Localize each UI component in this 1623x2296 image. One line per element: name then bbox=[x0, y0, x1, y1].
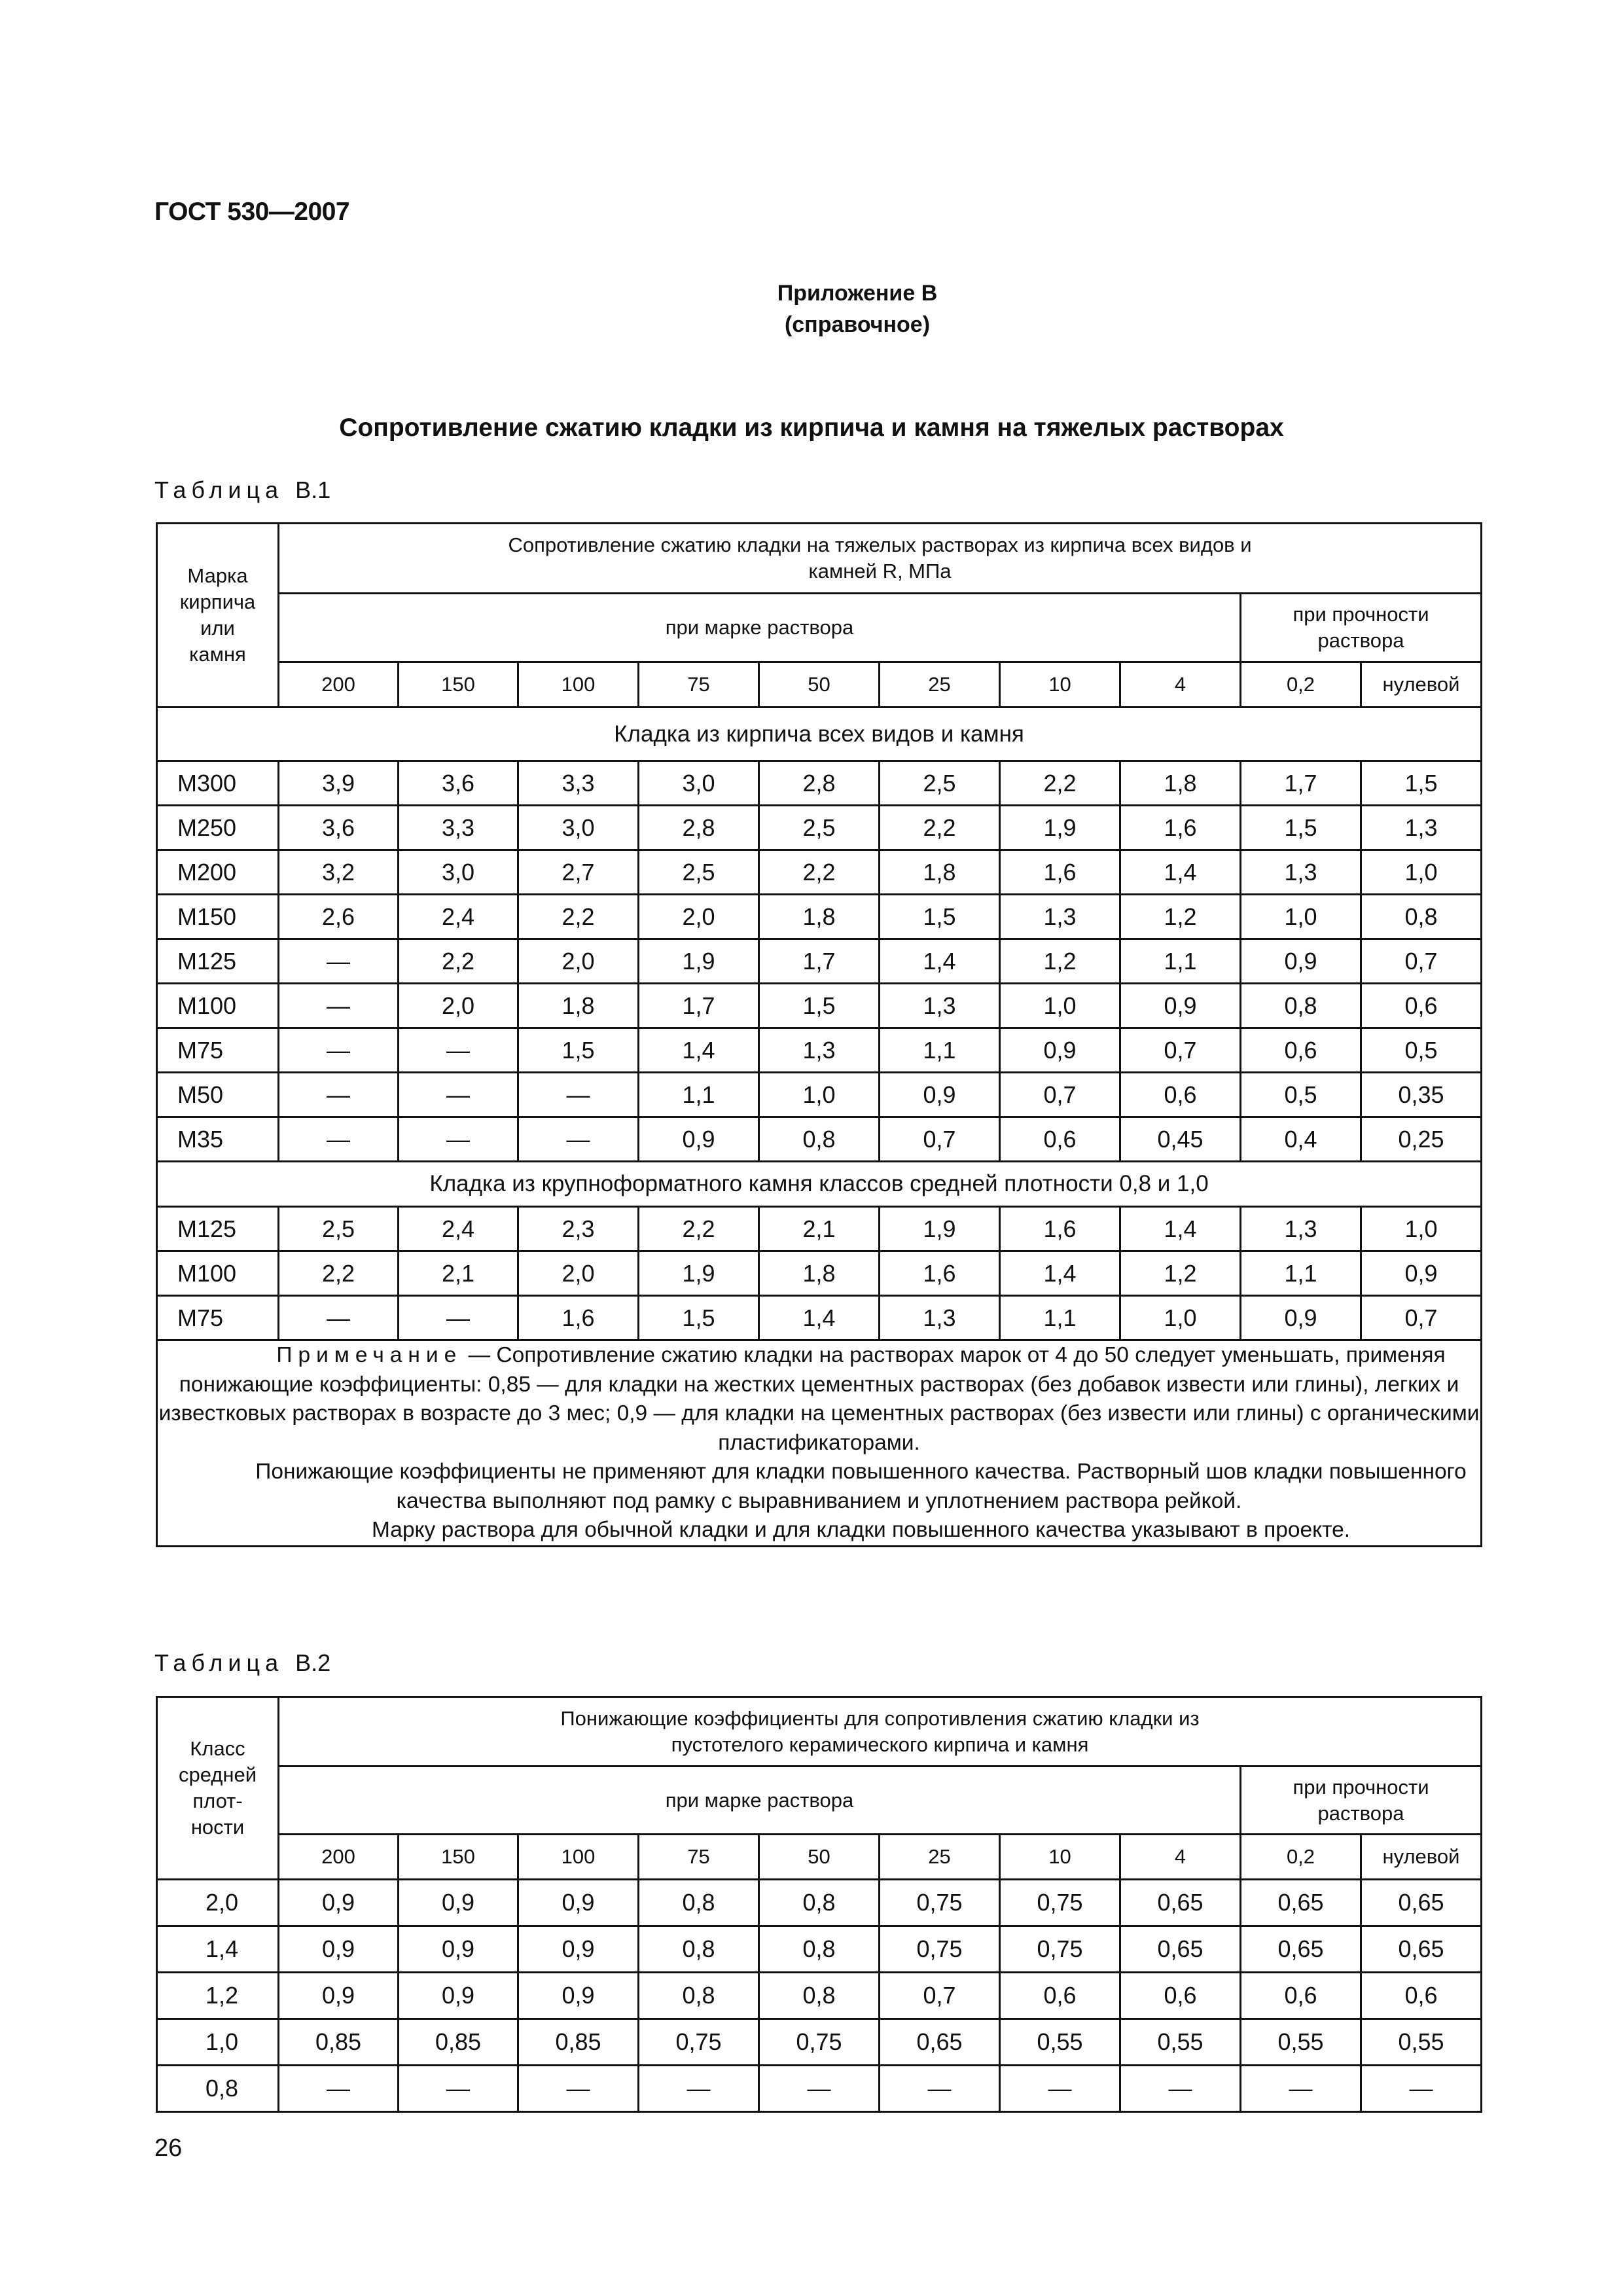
page-number: 26 bbox=[154, 2134, 183, 2162]
table-cell: — bbox=[279, 1117, 399, 1162]
table-cell: 1,4 bbox=[1120, 1207, 1241, 1251]
table-cell: 0,9 bbox=[279, 1880, 399, 1926]
table-cell: 2,2 bbox=[759, 850, 880, 895]
table2-caption-number: В.2 bbox=[295, 1649, 331, 1676]
table-cell: 0,45 bbox=[1120, 1117, 1241, 1162]
table-row bbox=[157, 1207, 1482, 1251]
table-cell: 0,75 bbox=[759, 2019, 880, 2066]
column-header: 50 bbox=[759, 1835, 880, 1880]
table-cell: 1,3 bbox=[1000, 895, 1120, 939]
column-header: 150 bbox=[399, 1835, 518, 1880]
table-cell: 0,65 bbox=[1120, 1880, 1241, 1926]
table-cell: — bbox=[399, 1296, 518, 1340]
table1-corner-header: Марка кирпича или камня bbox=[157, 524, 279, 708]
table-cell: 1,5 bbox=[639, 1296, 759, 1340]
table-cell: 0,9 bbox=[399, 1926, 518, 1973]
table-cell: 1,8 bbox=[518, 984, 639, 1028]
table-cell: 0,65 bbox=[1241, 1926, 1361, 1973]
table-cell: 1,5 bbox=[1241, 806, 1361, 850]
table-cell: 1,8 bbox=[759, 895, 880, 939]
table-cell: 0,9 bbox=[1241, 1296, 1361, 1340]
table-cell: 1,9 bbox=[639, 939, 759, 984]
table-row bbox=[157, 1073, 1482, 1117]
table-cell: — bbox=[279, 939, 399, 984]
table-cell: 0,65 bbox=[1361, 1880, 1482, 1926]
table-row bbox=[157, 1973, 1482, 2019]
table-row bbox=[157, 1028, 1482, 1073]
table-cell: 0,75 bbox=[1000, 1880, 1120, 1926]
table-cell: 2,1 bbox=[759, 1207, 880, 1251]
table-cell: 1,9 bbox=[1000, 806, 1120, 850]
document-code: ГОСТ 530—2007 bbox=[154, 198, 350, 226]
row-label: 0,8 bbox=[157, 2066, 279, 2112]
table-cell: 2,0 bbox=[639, 895, 759, 939]
table-cell: 2,6 bbox=[279, 895, 399, 939]
table-cell: 0,9 bbox=[399, 1880, 518, 1926]
table-row bbox=[157, 1880, 1482, 1926]
table-cell: — bbox=[399, 1117, 518, 1162]
table1-caption-number: В.1 bbox=[295, 476, 331, 503]
table-cell: 2,2 bbox=[1000, 761, 1120, 806]
table-cell: 2,2 bbox=[880, 806, 1000, 850]
table-cell: 0,6 bbox=[1120, 1073, 1241, 1117]
table-cell: 0,85 bbox=[279, 2019, 399, 2066]
table1-column-header-row bbox=[157, 662, 1482, 708]
table-cell: 0,6 bbox=[1241, 1028, 1361, 1073]
table-row bbox=[157, 939, 1482, 984]
table2-caption-word: Таблица bbox=[154, 1649, 284, 1676]
table-cell: 3,3 bbox=[399, 806, 518, 850]
table-cell: 0,5 bbox=[1361, 1028, 1482, 1073]
column-header: 4 bbox=[1120, 1835, 1241, 1880]
section-title-brick: Кладка из кирпича всех видов и камня bbox=[157, 708, 1482, 761]
table-cell: 2,5 bbox=[639, 850, 759, 895]
row-label: 1,2 bbox=[157, 1973, 279, 2019]
table-cell: 1,2 bbox=[1000, 939, 1120, 984]
table-cell: 1,6 bbox=[880, 1251, 1000, 1296]
table-cell: 1,2 bbox=[1120, 895, 1241, 939]
table-cell: 0,85 bbox=[399, 2019, 518, 2066]
table-cell: 2,7 bbox=[518, 850, 639, 895]
table-cell: — bbox=[279, 1028, 399, 1073]
table-cell: — bbox=[279, 984, 399, 1028]
table-cell: 0,55 bbox=[1241, 2019, 1361, 2066]
column-header: 10 bbox=[1000, 1835, 1120, 1880]
table-cell: 1,9 bbox=[639, 1251, 759, 1296]
note-paragraph: Марку раствора для обычной кладки и для кладки повышенного качества указывают в проекте. bbox=[371, 1518, 1351, 1542]
table-cell: 1,6 bbox=[1000, 1207, 1120, 1251]
table-cell: 0,9 bbox=[518, 1880, 639, 1926]
table-cell: — bbox=[399, 1028, 518, 1073]
table-cell: 2,3 bbox=[518, 1207, 639, 1251]
table-row bbox=[157, 895, 1482, 939]
column-header: 25 bbox=[880, 1835, 1000, 1880]
table-row bbox=[157, 1296, 1482, 1340]
table-cell: 2,0 bbox=[518, 939, 639, 984]
table-cell: 3,9 bbox=[279, 761, 399, 806]
column-header: 100 bbox=[518, 662, 639, 708]
table-cell: 1,6 bbox=[1000, 850, 1120, 895]
table-cell: 0,75 bbox=[1000, 1926, 1120, 1973]
table-cell: 0,6 bbox=[1361, 1973, 1482, 2019]
column-header: 150 bbox=[399, 662, 518, 708]
table-cell: 0,9 bbox=[1241, 939, 1361, 984]
table-cell: 2,2 bbox=[518, 895, 639, 939]
table-cell: 1,9 bbox=[880, 1207, 1000, 1251]
table-cell: 1,5 bbox=[1361, 761, 1482, 806]
table-cell: 0,75 bbox=[639, 2019, 759, 2066]
note-label: Примечание bbox=[276, 1343, 463, 1367]
table-cell: 1,0 bbox=[759, 1073, 880, 1117]
column-header: 50 bbox=[759, 662, 880, 708]
table-cell: 0,6 bbox=[1241, 1973, 1361, 2019]
column-header: 75 bbox=[639, 1835, 759, 1880]
table-cell: 1,0 bbox=[1361, 1207, 1482, 1251]
table-cell: 1,5 bbox=[759, 984, 880, 1028]
table1-note bbox=[157, 1340, 1482, 1547]
table-cell: 0,9 bbox=[279, 1973, 399, 2019]
table-cell: 1,6 bbox=[518, 1296, 639, 1340]
table-cell: 1,0 bbox=[1120, 1296, 1241, 1340]
table-cell: — bbox=[1000, 2066, 1120, 2112]
table-cell: 1,7 bbox=[639, 984, 759, 1028]
table-cell: 0,7 bbox=[880, 1117, 1000, 1162]
table-cell: 1,5 bbox=[518, 1028, 639, 1073]
table2-corner-header: Класс средней плот- ности bbox=[157, 1697, 279, 1880]
table-b2 bbox=[156, 1696, 1482, 2113]
table-cell: 1,7 bbox=[1241, 761, 1361, 806]
table-cell: 0,8 bbox=[759, 1117, 880, 1162]
table-cell: 0,6 bbox=[1120, 1973, 1241, 2019]
table-cell: 0,8 bbox=[639, 1926, 759, 1973]
table-cell: 1,1 bbox=[880, 1028, 1000, 1073]
table-row bbox=[157, 984, 1482, 1028]
table-cell: 0,7 bbox=[1361, 939, 1482, 984]
table-cell: 0,8 bbox=[639, 1973, 759, 2019]
table1-top-header: Сопротивление сжатию кладки на тяжелых растворах из кирпича всех видов и камней R, МПа bbox=[279, 524, 1482, 594]
table1-group-grade: при марке раствора bbox=[279, 594, 1241, 662]
table-cell: 3,6 bbox=[399, 761, 518, 806]
table-cell: — bbox=[1120, 2066, 1241, 2112]
table-cell: — bbox=[518, 2066, 639, 2112]
row-label: М100 bbox=[157, 1251, 279, 1296]
table-cell: 1,1 bbox=[1120, 939, 1241, 984]
table-cell: 1,3 bbox=[880, 1296, 1000, 1340]
appendix-heading bbox=[0, 278, 1623, 340]
row-label: М125 bbox=[157, 939, 279, 984]
column-header: 25 bbox=[880, 662, 1000, 708]
table-cell: 0,6 bbox=[1361, 984, 1482, 1028]
table-cell: 0,5 bbox=[1241, 1073, 1361, 1117]
table-cell: 0,75 bbox=[880, 1926, 1000, 1973]
table-cell: 2,4 bbox=[399, 895, 518, 939]
table-cell: 2,2 bbox=[279, 1251, 399, 1296]
table-cell: 0,8 bbox=[639, 1880, 759, 1926]
row-label: 2,0 bbox=[157, 1880, 279, 1926]
table-cell: 0,65 bbox=[1120, 1926, 1241, 1973]
table-cell: 2,2 bbox=[399, 939, 518, 984]
table-cell: 1,8 bbox=[880, 850, 1000, 895]
table2-top-header: Понижающие коэффициенты для сопротивления сжатию кладки из пустотелого керамического кирпича и камня bbox=[279, 1697, 1482, 1767]
table-cell: 0,7 bbox=[1120, 1028, 1241, 1073]
table-cell: 1,0 bbox=[1361, 850, 1482, 895]
table-cell: — bbox=[1361, 2066, 1482, 2112]
column-header: нулевой bbox=[1361, 662, 1482, 708]
table-cell: 2,1 bbox=[399, 1251, 518, 1296]
row-label: М250 bbox=[157, 806, 279, 850]
row-label: М35 bbox=[157, 1117, 279, 1162]
column-header: 0,2 bbox=[1241, 662, 1361, 708]
row-label: М75 bbox=[157, 1296, 279, 1340]
table-cell: 0,9 bbox=[1000, 1028, 1120, 1073]
table-cell: — bbox=[880, 2066, 1000, 2112]
table-cell: 0,7 bbox=[880, 1973, 1000, 2019]
row-label: 1,4 bbox=[157, 1926, 279, 1973]
table-cell: 1,7 bbox=[759, 939, 880, 984]
table-cell: — bbox=[279, 2066, 399, 2112]
table2-group-grade: при марке раствора bbox=[279, 1767, 1241, 1835]
table-cell: 3,0 bbox=[639, 761, 759, 806]
table-cell: 0,55 bbox=[1120, 2019, 1241, 2066]
table-row bbox=[157, 850, 1482, 895]
row-label: М300 bbox=[157, 761, 279, 806]
table-cell: 0,9 bbox=[518, 1926, 639, 1973]
table-cell: 3,0 bbox=[399, 850, 518, 895]
table-cell: 1,3 bbox=[1241, 1207, 1361, 1251]
table-cell: 0,6 bbox=[1000, 1973, 1120, 2019]
table-cell: 1,1 bbox=[1241, 1251, 1361, 1296]
note-paragraph: Примечание — Сопротивление сжатию кладки на растворах марок от 4 до 50 следует уменьшать, применяя понижающие коэффициенты: 0,85 — для кладки на жестких цементных растворах (без добавок извести или глины), легких и известковых растворах в возрасте до 3 мес; 0,9 — для кладки на цементных растворах (без извести или глины) с органическими пластификаторами. bbox=[158, 1343, 1480, 1455]
table-cell: 3,0 bbox=[518, 806, 639, 850]
table-cell: 0,9 bbox=[639, 1117, 759, 1162]
column-header: 75 bbox=[639, 662, 759, 708]
row-label: М150 bbox=[157, 895, 279, 939]
table-cell: 1,0 bbox=[1241, 895, 1361, 939]
table-cell: 3,2 bbox=[279, 850, 399, 895]
table-cell: 0,8 bbox=[759, 1926, 880, 1973]
table-row bbox=[157, 1117, 1482, 1162]
table-cell: — bbox=[1241, 2066, 1361, 2112]
row-label: М200 bbox=[157, 850, 279, 895]
table-cell: 0,55 bbox=[1000, 2019, 1120, 2066]
table-cell: 0,7 bbox=[1000, 1073, 1120, 1117]
table-row bbox=[157, 761, 1482, 806]
table-cell: 2,8 bbox=[639, 806, 759, 850]
table-cell: 0,9 bbox=[1120, 984, 1241, 1028]
table-cell: 2,0 bbox=[518, 1251, 639, 1296]
table-cell: 1,8 bbox=[1120, 761, 1241, 806]
table2-column-header-row bbox=[157, 1835, 1482, 1880]
table-cell: — bbox=[399, 1073, 518, 1117]
table-cell: 0,65 bbox=[1241, 1880, 1361, 1926]
table-cell: 0,9 bbox=[399, 1973, 518, 2019]
table-cell: — bbox=[279, 1296, 399, 1340]
table-cell: 1,2 bbox=[1120, 1251, 1241, 1296]
table-cell: 1,5 bbox=[880, 895, 1000, 939]
appendix-title: Приложение В bbox=[777, 281, 938, 306]
table-cell: 1,1 bbox=[639, 1073, 759, 1117]
table-cell: 0,7 bbox=[1361, 1296, 1482, 1340]
table-cell: 1,6 bbox=[1120, 806, 1241, 850]
table-row bbox=[157, 2066, 1482, 2112]
row-label: М125 bbox=[157, 1207, 279, 1251]
table-row bbox=[157, 2019, 1482, 2066]
table-cell: 2,5 bbox=[279, 1207, 399, 1251]
table-row bbox=[157, 1251, 1482, 1296]
table-row bbox=[157, 806, 1482, 850]
column-header: 4 bbox=[1120, 662, 1241, 708]
section-title-large-stone: Кладка из крупноформатного камня классов средней плотности 0,8 и 1,0 bbox=[157, 1162, 1482, 1207]
column-header: 200 bbox=[279, 662, 399, 708]
table-cell: 0,9 bbox=[518, 1973, 639, 2019]
table-cell: 0,25 bbox=[1361, 1117, 1482, 1162]
row-label: 1,0 bbox=[157, 2019, 279, 2066]
table-cell: 0,75 bbox=[880, 1880, 1000, 1926]
table1-caption bbox=[154, 476, 330, 504]
table-cell: 2,2 bbox=[639, 1207, 759, 1251]
table-cell: — bbox=[518, 1073, 639, 1117]
table-cell: 0,9 bbox=[1361, 1251, 1482, 1296]
table-cell: 0,85 bbox=[518, 2019, 639, 2066]
column-header: 0,2 bbox=[1241, 1835, 1361, 1880]
table-cell: 1,3 bbox=[759, 1028, 880, 1073]
row-label: М100 bbox=[157, 984, 279, 1028]
table-cell: 1,8 bbox=[759, 1251, 880, 1296]
table-cell: 0,65 bbox=[1361, 1926, 1482, 1973]
table-cell: 0,9 bbox=[279, 1926, 399, 1973]
table-cell: 1,4 bbox=[880, 939, 1000, 984]
table-cell: — bbox=[518, 1117, 639, 1162]
table1-group-strength: при прочности раствора bbox=[1241, 594, 1482, 662]
table-cell: 0,35 bbox=[1361, 1073, 1482, 1117]
table-cell: 0,4 bbox=[1241, 1117, 1361, 1162]
table-cell: 0,8 bbox=[1241, 984, 1361, 1028]
table1-caption-word: Таблица bbox=[154, 476, 284, 503]
table-cell: 0,8 bbox=[759, 1973, 880, 2019]
row-label: М50 bbox=[157, 1073, 279, 1117]
table-cell: 0,8 bbox=[759, 1880, 880, 1926]
table-cell: 1,1 bbox=[1000, 1296, 1120, 1340]
table-cell: 1,4 bbox=[1120, 850, 1241, 895]
table-row bbox=[157, 1926, 1482, 1973]
row-label: М75 bbox=[157, 1028, 279, 1073]
table-cell: 3,6 bbox=[279, 806, 399, 850]
table-cell: 1,4 bbox=[639, 1028, 759, 1073]
table-cell: 1,4 bbox=[759, 1296, 880, 1340]
column-header: нулевой bbox=[1361, 1835, 1482, 1880]
page-title: Сопротивление сжатию кладки из кирпича и камня на тяжелых растворах bbox=[339, 414, 1284, 442]
table-cell: — bbox=[399, 2066, 518, 2112]
table-cell: 2,5 bbox=[759, 806, 880, 850]
table-cell: — bbox=[639, 2066, 759, 2112]
table-cell: 2,0 bbox=[399, 984, 518, 1028]
table-cell: 0,9 bbox=[880, 1073, 1000, 1117]
table-cell: — bbox=[279, 1073, 399, 1117]
table-cell: 1,3 bbox=[1361, 806, 1482, 850]
table-b1 bbox=[156, 522, 1482, 1547]
column-header: 200 bbox=[279, 1835, 399, 1880]
table-cell: 0,8 bbox=[1361, 895, 1482, 939]
table-cell: 3,3 bbox=[518, 761, 639, 806]
table-cell: — bbox=[759, 2066, 880, 2112]
column-header: 10 bbox=[1000, 662, 1120, 708]
table-cell: 1,4 bbox=[1000, 1251, 1120, 1296]
table-cell: 1,3 bbox=[1241, 850, 1361, 895]
table-cell: 2,5 bbox=[880, 761, 1000, 806]
table-cell: 0,55 bbox=[1361, 2019, 1482, 2066]
table-cell: 1,3 bbox=[880, 984, 1000, 1028]
appendix-kind: (справочное) bbox=[784, 312, 931, 337]
table-cell: 2,8 bbox=[759, 761, 880, 806]
table-cell: 1,0 bbox=[1000, 984, 1120, 1028]
table-cell: 0,65 bbox=[880, 2019, 1000, 2066]
column-header: 100 bbox=[518, 1835, 639, 1880]
table2-group-strength: при прочности раствора bbox=[1241, 1767, 1482, 1835]
table-cell: 0,6 bbox=[1000, 1117, 1120, 1162]
table-cell: 2,4 bbox=[399, 1207, 518, 1251]
note-paragraph: Понижающие коэффициенты не применяют для кладки повышенного качества. Растворный шов кладки повышенного качества выполняют под рамку с выравниванием и уплотнением раствора рейкой. bbox=[255, 1460, 1467, 1513]
table2-caption bbox=[154, 1649, 330, 1677]
